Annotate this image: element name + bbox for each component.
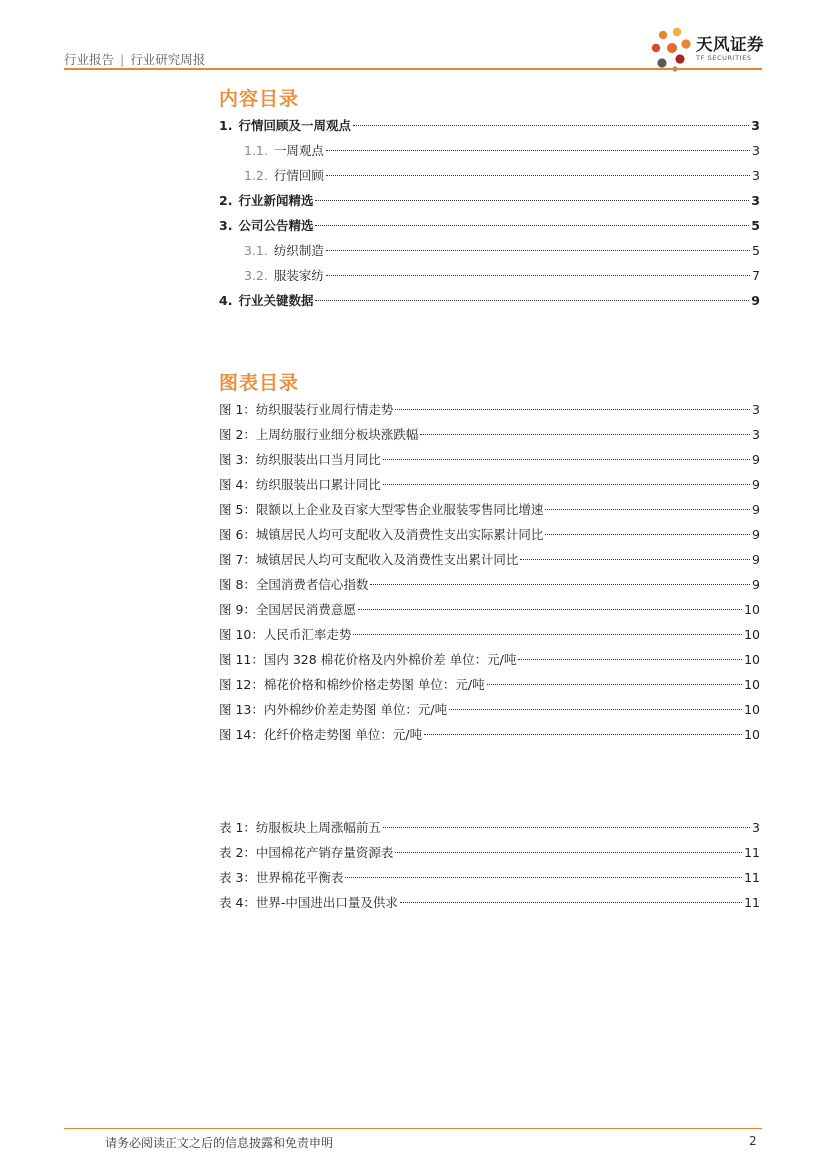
table-page: 11 [744,870,760,885]
toc-text: 行业新闻精选 [238,193,314,208]
header-separator: | [120,52,125,67]
figure-entry[interactable] [219,572,760,597]
dot-leader [424,734,742,735]
figure-entry[interactable] [219,522,760,547]
toc-number: 3.2. [244,268,268,283]
figure-text: 图 8：全国消费者信心指数 [219,577,369,592]
figures-list [219,397,760,747]
figure-page: 9 [752,527,760,542]
dot-leader [545,509,750,510]
figure-text: 图 9：全国居民消费意愿 [219,602,356,617]
toc-page: 9 [751,293,760,308]
toc-text: 行业关键数据 [238,293,314,308]
figure-page: 9 [752,477,760,492]
toc-page: 3 [752,143,760,158]
figure-entry[interactable] [219,397,760,422]
toc-number: 3. [219,218,233,233]
figure-page: 10 [744,727,760,742]
toc-entry[interactable] [219,163,760,188]
dot-leader [370,584,750,585]
toc-number: 1.1. [244,143,268,158]
dot-leader [326,150,750,151]
figures-title: 图表目录 [219,372,300,394]
toc-page: 3 [751,118,760,133]
dot-leader [420,434,750,435]
table-page: 11 [744,895,760,910]
footer-divider [64,1128,762,1129]
toc-text: 行情回顾及一周观点 [238,118,351,133]
table-entry[interactable] [219,890,760,915]
dot-leader [315,225,749,226]
header-divider [64,68,762,70]
dot-leader [400,902,742,903]
toc-page: 7 [752,268,760,283]
toc-entry[interactable] [219,238,760,263]
figure-entry[interactable] [219,472,760,497]
figure-text: 图 14：化纤价格走势图 单位：元/吨 [219,727,423,742]
table-page: 3 [752,820,760,835]
contents-title: 内容目录 [219,88,300,110]
dot-leader [358,609,742,610]
toc-text: 服装家纺 [273,268,324,283]
dot-leader [395,852,742,853]
figure-page: 9 [752,577,760,592]
dot-leader [326,250,750,251]
toc-page: 5 [752,243,760,258]
figure-entry[interactable] [219,447,760,472]
toc-number: 1. [219,118,233,133]
toc-text: 行情回顾 [273,168,324,183]
dot-leader [383,459,750,460]
dot-leader [520,559,750,560]
logo-subtitle: TF SECURITIES [696,54,752,62]
table-text: 表 2：中国棉花产销存量资源表 [219,845,394,860]
contents-list [219,113,760,313]
dot-leader [383,827,750,828]
figure-text: 图 3：纺织服装出口当月同比 [219,452,381,467]
logo-name: 天风证券 [696,35,764,54]
toc-page: 5 [751,218,760,233]
figure-entry[interactable] [219,422,760,447]
toc-number: 2. [219,193,233,208]
toc-entry[interactable] [219,138,760,163]
toc-text: 纺织制造 [273,243,324,258]
table-entry[interactable] [219,840,760,865]
toc-number: 1.2. [244,168,268,183]
figure-entry[interactable] [219,547,760,572]
toc-entry[interactable] [219,288,760,313]
figure-text: 图 1：纺织服装行业周行情走势 [219,402,394,417]
figure-text: 图 4：纺织服装出口累计同比 [219,477,381,492]
figure-page: 10 [744,677,760,692]
figure-entry[interactable] [219,697,760,722]
dot-leader [545,534,750,535]
table-text: 表 1：纺服板块上周涨幅前五 [219,820,381,835]
dot-leader [395,409,750,410]
dot-leader [383,484,750,485]
figure-page: 3 [752,427,760,442]
figure-entry[interactable] [219,672,760,697]
dot-leader [315,300,749,301]
figure-page: 9 [752,502,760,517]
table-page: 11 [744,845,760,860]
figure-text: 图 13：内外棉纱价差走势图 单位：元/吨 [219,702,448,717]
header-report-label [64,50,205,68]
table-text: 表 4：世界-中国进出口量及供求 [219,895,398,910]
figure-page: 3 [752,402,760,417]
dot-leader [326,175,750,176]
dot-leader [353,634,742,635]
figure-page: 10 [744,627,760,642]
toc-number: 4. [219,293,233,308]
table-entry[interactable] [219,865,760,890]
dot-leader [449,709,742,710]
report-type: 行业报告 [64,52,115,67]
toc-entry[interactable] [219,188,760,213]
figure-entry[interactable] [219,622,760,647]
figure-page: 9 [752,552,760,567]
figure-text: 图 11：国内 328 棉花价格及内外棉价差 单位：元/吨 [219,652,517,667]
figure-page: 10 [744,702,760,717]
figure-text: 图 12：棉花价格和棉纱价格走势图 单位：元/吨 [219,677,485,692]
toc-entry[interactable] [219,213,760,238]
table-entry[interactable] [219,815,760,840]
tables-list [219,815,760,915]
figure-text: 图 7：城镇居民人均可支配收入及消费性支出累计同比 [219,552,519,567]
figure-text: 图 6：城镇居民人均可支配收入及消费性支出实际累计同比 [219,527,544,542]
figure-page: 10 [744,652,760,667]
figure-text: 图 5：限额以上企业及百家大型零售企业服装零售同比增速 [219,502,544,517]
figure-page: 9 [752,452,760,467]
figure-entry[interactable] [219,597,760,622]
figure-entry[interactable] [219,722,760,747]
toc-number: 3.1. [244,243,268,258]
toc-text: 公司公告精选 [238,218,314,233]
dot-leader [345,877,742,878]
figure-entry[interactable] [219,497,760,522]
footer-disclaimer: 请务必阅读正文之后的信息披露和免责申明 [105,1136,334,1150]
dot-leader [353,125,749,126]
toc-page: 3 [751,193,760,208]
footer-page-number: 2 [749,1134,757,1148]
dot-leader [518,659,742,660]
figure-entry[interactable] [219,647,760,672]
report-subtype: 行业研究周报 [130,52,206,67]
table-text: 表 3：世界棉花平衡表 [219,870,344,885]
toc-page: 3 [752,168,760,183]
dot-leader [326,275,750,276]
figure-page: 10 [744,602,760,617]
toc-entry[interactable] [219,263,760,288]
toc-text: 一周观点 [273,143,324,158]
dot-leader [315,200,749,201]
toc-entry[interactable] [219,113,760,138]
dot-leader [487,684,743,685]
figure-text: 图 10：人民币汇率走势 [219,627,352,642]
figure-text: 图 2：上周纺服行业细分板块涨跌幅 [219,427,419,442]
